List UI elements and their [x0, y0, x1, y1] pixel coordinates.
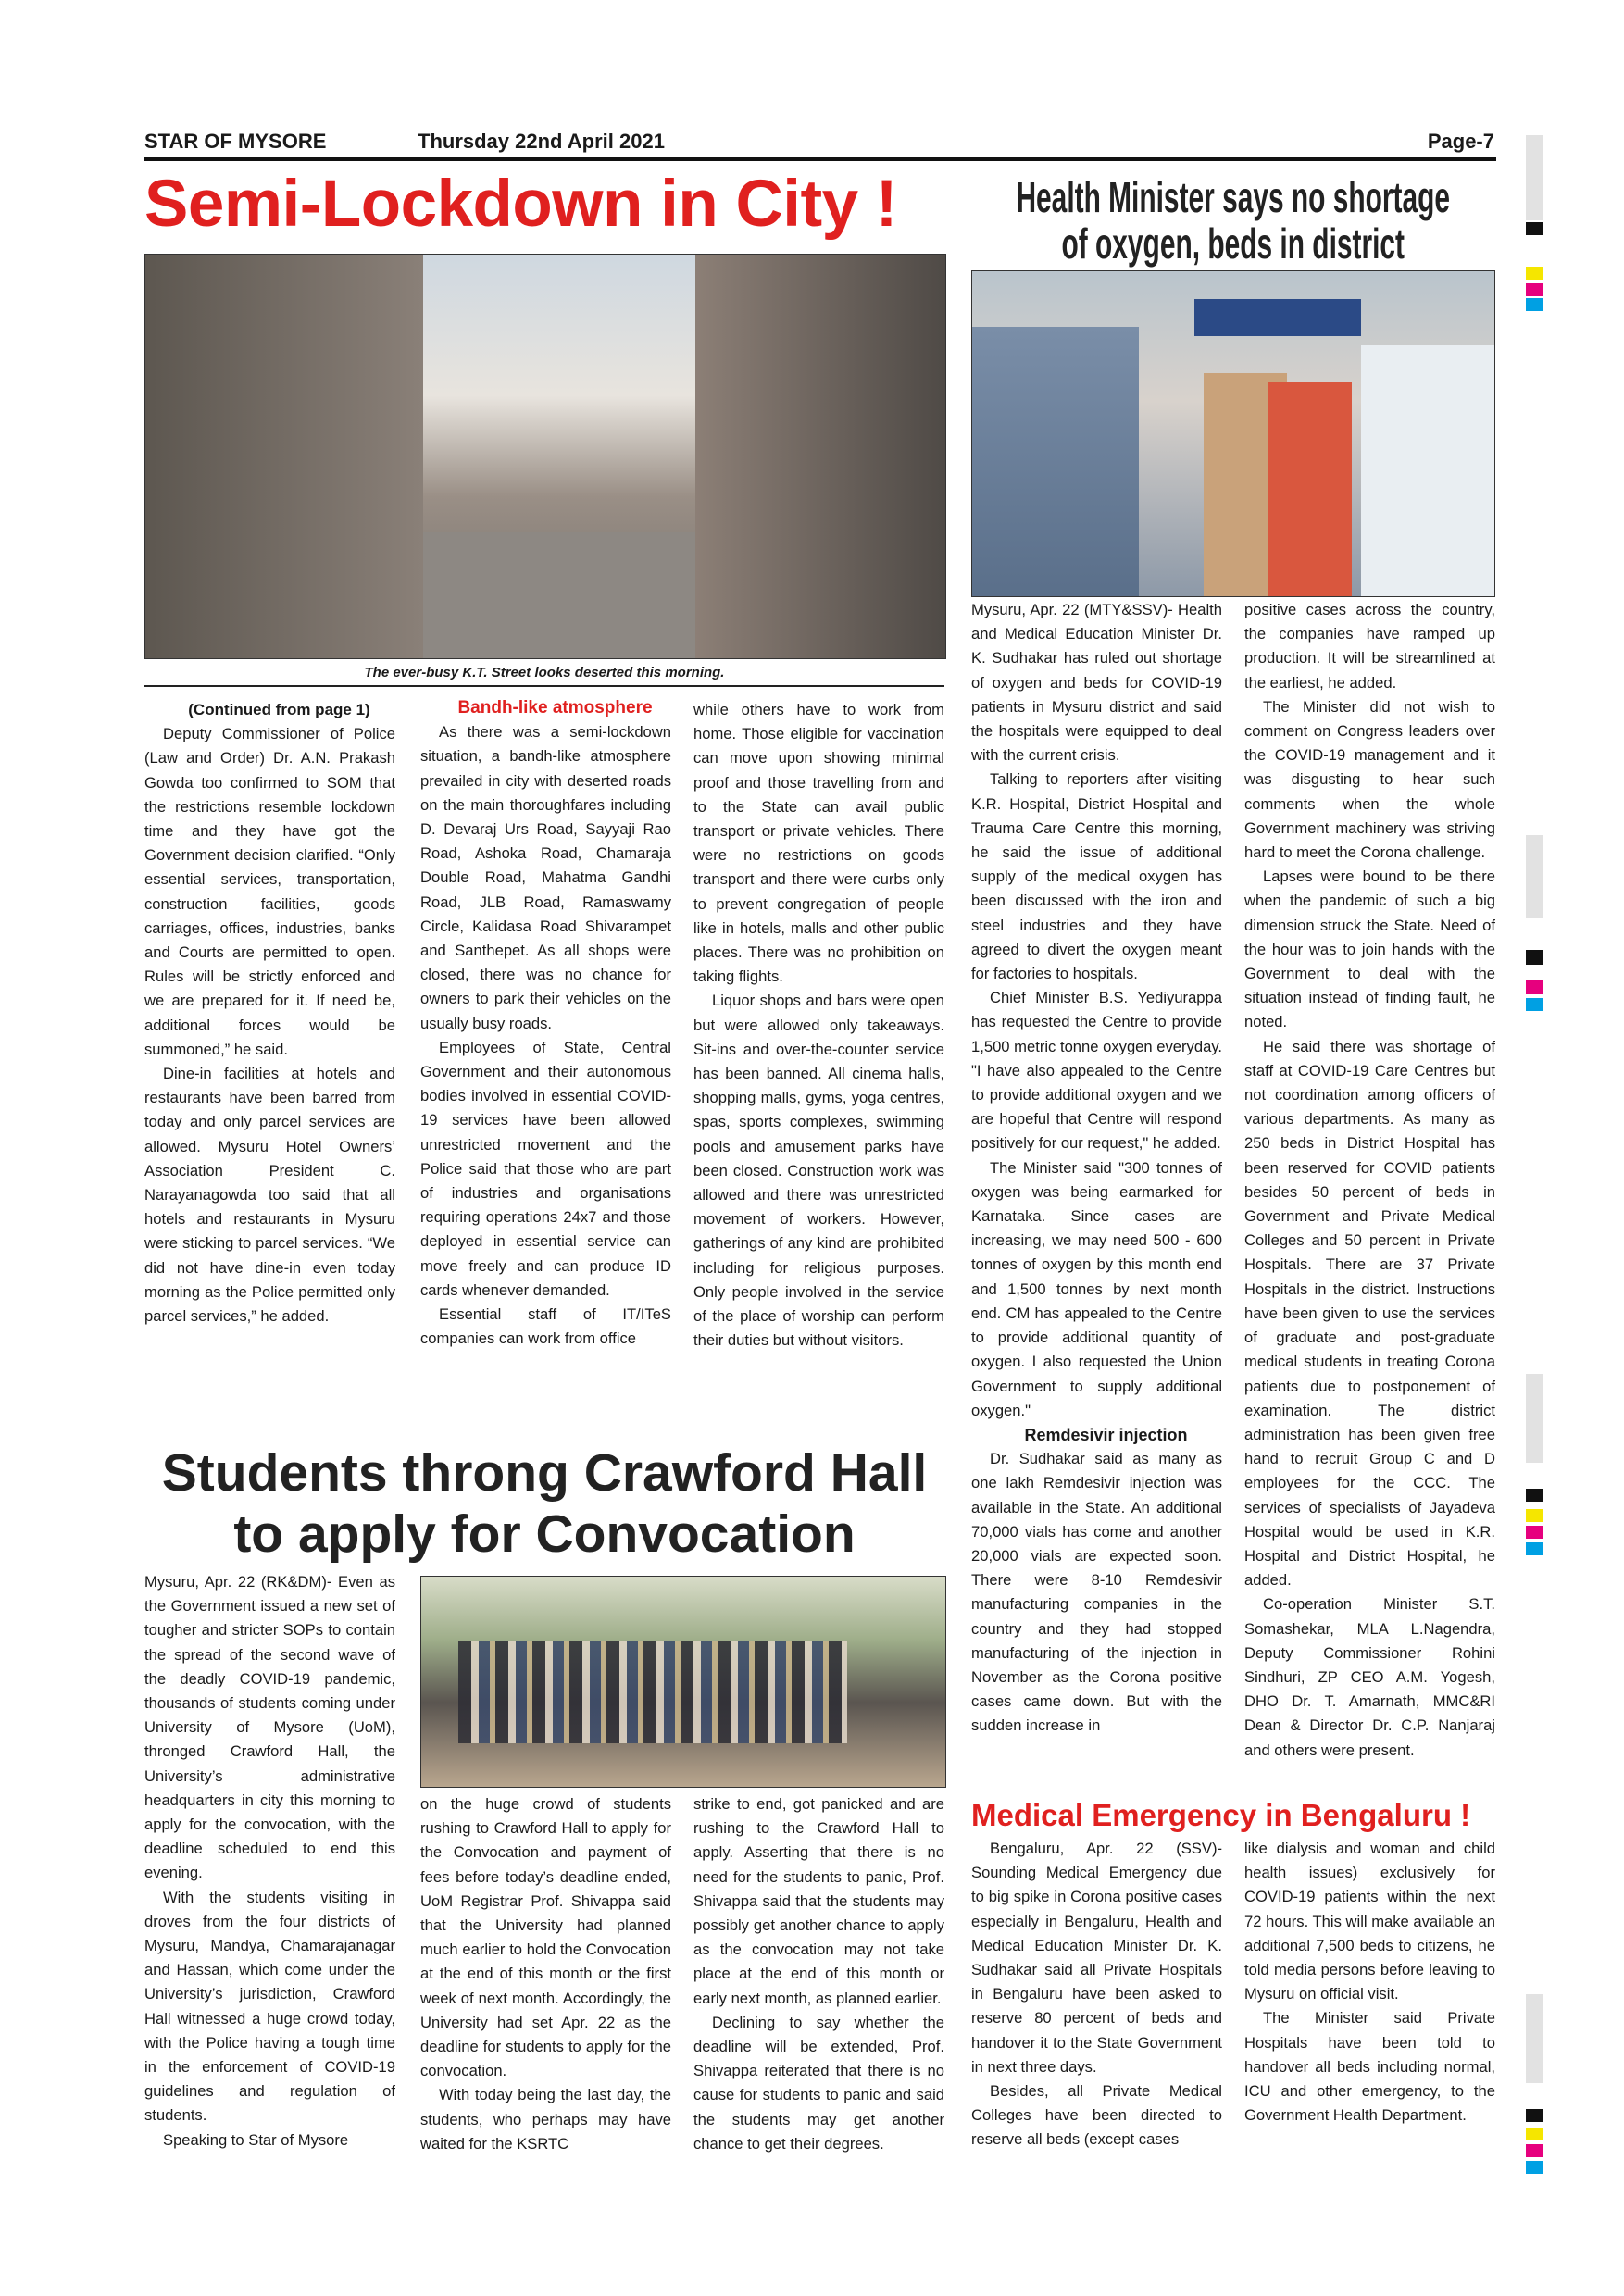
paragraph: Besides, all Private Medical Colleges have been directed to reserve all beds (except cases	[971, 2082, 1222, 2149]
registration-magenta-mark	[1526, 1526, 1543, 1539]
health-headline-line-1: Health Minister says no shortage	[1016, 173, 1451, 221]
paragraph: Bengaluru, Apr. 22 (SSV)- Sounding Medical Emergency due to big spike in Corona positive cases especially in Bengaluru, Health and Medical Education Minister Dr. K. Sudhakar said all Private Hospitals in Bengaluru have been asked to reserve 80 percent of beds and handover it to the State Government in next three days.	[971, 1840, 1222, 2076]
paragraph: As there was a semi-lockdown situation, a bandh-like atmosphere prevailed in city with deserted roads on the main thoroughfares including D. Devaraj Urs Road, Sayyaji Rao Road, Ashoka Road, Chamaraja Double Road, Mahatma Gandhi Road, JLB Road, Ramaswamy Circle, Kalidasa Road Shivarampet and Santhepet. As all shops were closed, there was no chance for owners to park their vehicles on the usually busy roads.	[420, 723, 671, 1032]
paragraph: Mysuru, Apr. 22 (MTY&SSV)- Health and Medical Education Minister Dr. K. Sudhakar has ruled out shortage of oxygen and beds for COVID-19 patients in Mysuru district and said the hospitals were equipped to deal with the current crisis.	[971, 601, 1222, 765]
registration-black-mark	[1526, 950, 1543, 965]
paragraph: Employees of State, Central Government and their autonomous bodies involved in essential COVID-19 services have been allowed unrestricted movement and the Police said that those who are part of industries and organisations requiring operations 24x7 and those deployed in essential service can move freely and can produce ID cards whenever demanded.	[420, 1038, 671, 1299]
registration-cyan-mark	[1526, 298, 1543, 311]
registration-magenta-mark	[1526, 283, 1543, 296]
registration-cyan-mark	[1526, 2161, 1543, 2174]
emergency-column-2	[1244, 1837, 1495, 2128]
registration-black-mark	[1526, 1489, 1543, 1502]
students-column-1	[144, 1570, 395, 2152]
photo-caption: The ever-busy K.T. Street looks deserted this morning.	[364, 665, 725, 680]
paragraph: With today being the last day, the students, who perhaps may have waited for the KSRTC	[420, 2086, 671, 2152]
remdesivir-subhead: Remdesivir injection	[1024, 1425, 1188, 1444]
paragraph: strike to end, got panicked and are rushing to the Crawford Hall to apply. Asserting that there is no need for the students to panic, Prof. Shivappa said that the students may possibly get another chance to apply as the convocation may not take place at the end of this month or early next month, as planned earlier.	[693, 1795, 944, 2007]
health-headline	[971, 174, 1495, 267]
registration-yellow-mark	[1526, 2128, 1543, 2140]
paragraph: The Minister said "300 tonnes of oxygen was being earmarked for Karnataka. Since cases are increasing, we may need 500 - 600 tonnes of oxygen by this month end and 1,500 tonnes by next month end. CM has appealed to the Centre to provide additional quantity of oxygen. I also requested the Union Government to supply additional oxygen."	[971, 1158, 1222, 1419]
lockdown-column-1	[144, 698, 395, 1329]
paragraph: Dr. Sudhakar said as many as one lakh Remdesivir injection was available in the State. An additional 70,000 vials has come and another 20,000 vials are expected soon. There were 8-10 Remdesivir manufacturing companies in the country and they had stopped manufacturing of the injection in November as the Corona positive cases came down. But with the sudden increase in	[971, 1450, 1222, 1735]
crawford-hall-crowd-photo	[420, 1576, 946, 1788]
health-headline-line-2: of oxygen, beds in district	[1061, 219, 1405, 268]
emergency-headline: Medical Emergency in Bengaluru !	[971, 1798, 1471, 1832]
health-column-1	[971, 598, 1222, 1739]
registration-yellow-mark	[1526, 267, 1543, 280]
registration-black-mark	[1526, 222, 1543, 235]
paragraph: while others have to work from home. Those eligible for vaccination can move upon showing minimal proof and those travelling from and to the State can avail public transport or private vehicles. There were no restrictions on goods transport and there were curbs only to prevent congregation of people like in hotels, malls and other public places. There was no prohibition on taking flights.	[693, 701, 944, 986]
paragraph: The Minister said Private Hospitals have been told to handover all beds including normal, ICU and other emergency, to the Government Health Department.	[1244, 2009, 1495, 2125]
paragraph: With the students visiting in droves from the four districts of Mysuru, Mandya, Chamarajanagar and Hassan, which come under the University’s jurisdiction, Crawford Hall witnessed a huge crowd today, with the Police having a tough time in the enforcement of COVID-19 guidelines and regulation of students.	[144, 1888, 395, 2125]
paragraph: The Minister did not wish to comment on Congress leaders over the COVID-19 management and it was disgusting to hear such comments when the whole Government machinery was striving hard to meet the Corona challenge.	[1244, 697, 1495, 862]
students-column-3	[693, 1792, 944, 2156]
registration-gray-bar	[1526, 135, 1543, 220]
students-column-2	[420, 1792, 671, 2156]
paragraph: Dine-in facilities at hotels and restaurants have been barred from today and only parcel services are allowed. Mysuru Hotel Owners’ Association President C. Narayanagowda too said that all hotels and restaurants in Mysuru were sticking to parcel services. “We did not have dine-in even today morning as the Police permitted only parcel services,” he added.	[144, 1065, 395, 1326]
paragraph: Talking to reporters after visiting K.R. Hospital, District Hospital and Trauma Care Centre this morning, he said the issue of additional supply of the medical oxygen has been discussed with the iron and steel industries and they have agreed to divert the oxygen meant for factories to hospitals.	[971, 770, 1222, 983]
paragraph: Liquor shops and bars were open but were allowed only takeaways. Sit-ins and over-the-counter service has been banned. All cinema halls, shopping malls, gyms, yoga centres, spas, sports complexes, swimming pools and amusement parks have been closed. Construction work was allowed and there was unrestricted movement of workers. However, gatherings of any kind are prohibited including for religious purposes. Only people involved in the service of the place of worship can perform their duties but without visitors.	[693, 992, 944, 1350]
registration-yellow-mark	[1526, 1509, 1543, 1522]
health-minister-photo	[971, 270, 1495, 597]
registration-gray-bar	[1526, 835, 1543, 918]
paragraph: Deputy Commissioner of Police (Law and Order) Dr. A.N. Prakash Gowda too confirmed to SOM that the restrictions resemble lockdown time and they have got the Government decision clarified. “Only essential services, transportation, construction facilities, goods carriages, offices, industries, banks and Courts are permitted to open. Rules will be strictly enforced and we are prepared for it. If need be, additional forces would be summoned,” he said.	[144, 725, 395, 1058]
page-number: Page-7	[1427, 130, 1494, 153]
header-rule	[144, 157, 1496, 161]
paragraph: Chief Minister B.S. Yediyurappa has requested the Centre to provide 1,500 metric tonne oxygen everyday. "I have also appealed to the Centre to provide additional oxygen and we are hopeful that Centre will respond positively for our request," he added.	[971, 989, 1222, 1153]
paragraph: Essential staff of IT/ITeS companies can work from office	[420, 1305, 671, 1348]
lockdown-column-2	[420, 696, 671, 1351]
paragraph: positive cases across the country, the companies have ramped up production. It will be streamlined at the earliest, he added.	[1244, 601, 1495, 692]
students-headline-line-2: to apply for Convocation	[233, 1504, 856, 1564]
registration-cyan-mark	[1526, 998, 1543, 1011]
paragraph: Lapses were bound to be there when the pandemic of such a big dimension struck the State. Need of the hour was to join hands with the Government to deal with the situation instead of finding fault, he noted.	[1244, 867, 1495, 1031]
emergency-column-1	[971, 1837, 1222, 2152]
students-headline-line-1: Students throng Crawford Hall	[161, 1443, 928, 1503]
bandh-subhead: Bandh-like atmosphere	[457, 698, 653, 718]
students-headline	[144, 1442, 944, 1565]
lockdown-headline: Semi-Lockdown in City !	[144, 168, 897, 241]
paragraph: Mysuru, Apr. 22 (RK&DM)- Even as the Government issued a new set of tougher and stricter SOPs to contain the spread of the second wave of the deadly COVID-19 pandemic, thousands of students coming under University of Mysore (UoM), thronged Crawford Hall, the University’s administrative headquarters in city this morning to apply for the convocation, with the deadline scheduled to end this evening.	[144, 1573, 395, 1882]
caption-rule	[144, 685, 944, 687]
paragraph: on the huge crowd of students rushing to Crawford Hall to apply for the Convocation and payment of fees before today’s deadline ended, UoM Registrar Prof. Shivappa said that the University had planned much earlier to hold the Convocation at the end of this month or the first week of next month. Accordingly, the University had set Apr. 22 as the deadline for students to apply for the convocation.	[420, 1795, 671, 2080]
issue-date: Thursday 22nd April 2021	[418, 130, 665, 153]
paragraph: like dialysis and woman and child health issues) exclusively for COVID-19 patients within the next 72 hours. This will make available an additional 7,500 beds to citizens, he told media persons before leaving to Mysuru on official visit.	[1244, 1840, 1495, 2003]
paragraph: He said there was shortage of staff at COVID-19 Care Centres but not coordination among officers of various departments. As many as 250 beds in District Hospital has been reserved for COVID patients besides 50 percent of beds in Government and Private Medical Colleges and 50 percent in Private Hospitals. There are 37 Private Hospitals in the district. Instructions have been given to use the services of graduate and post-graduate medical students in treating Corona patients due to postponement of examination. The district administration has been given free hand to recruit Group C and D employees for the CCC. The services of specialists of Jayadeva Hospital would be used in K.R. Hospital and District Hospital, he added.	[1244, 1037, 1495, 1590]
health-column-2	[1244, 598, 1495, 1763]
lockdown-column-3	[693, 698, 944, 1353]
continued-label: (Continued from page 1)	[188, 701, 370, 718]
registration-cyan-mark	[1526, 1542, 1543, 1555]
paragraph: Speaking to Star of Mysore	[163, 2130, 349, 2149]
registration-magenta-mark	[1526, 2144, 1543, 2157]
paper-name: STAR OF MYSORE	[144, 130, 327, 153]
registration-black-mark	[1526, 2109, 1543, 2122]
kt-street-photo	[144, 254, 946, 659]
registration-magenta-mark	[1526, 980, 1543, 994]
registration-gray-bar	[1526, 1994, 1543, 2083]
registration-gray-bar	[1526, 1374, 1543, 1463]
paragraph: Co-operation Minister S.T. Somashekar, MLA L.Nagendra, Deputy Commissioner Rohini Sindhuri, ZP CEO A.M. Yogesh, DHO Dr. T. Amarnath, MMC&RI Dean & Director Dr. C.P. Nanjaraj and others were present.	[1244, 1595, 1495, 1759]
paragraph: Declining to say whether the deadline will be extended, Prof. Shivappa reiterated that there is no cause for students to panic and said the students may get another chance to get their degrees.	[693, 2013, 944, 2152]
